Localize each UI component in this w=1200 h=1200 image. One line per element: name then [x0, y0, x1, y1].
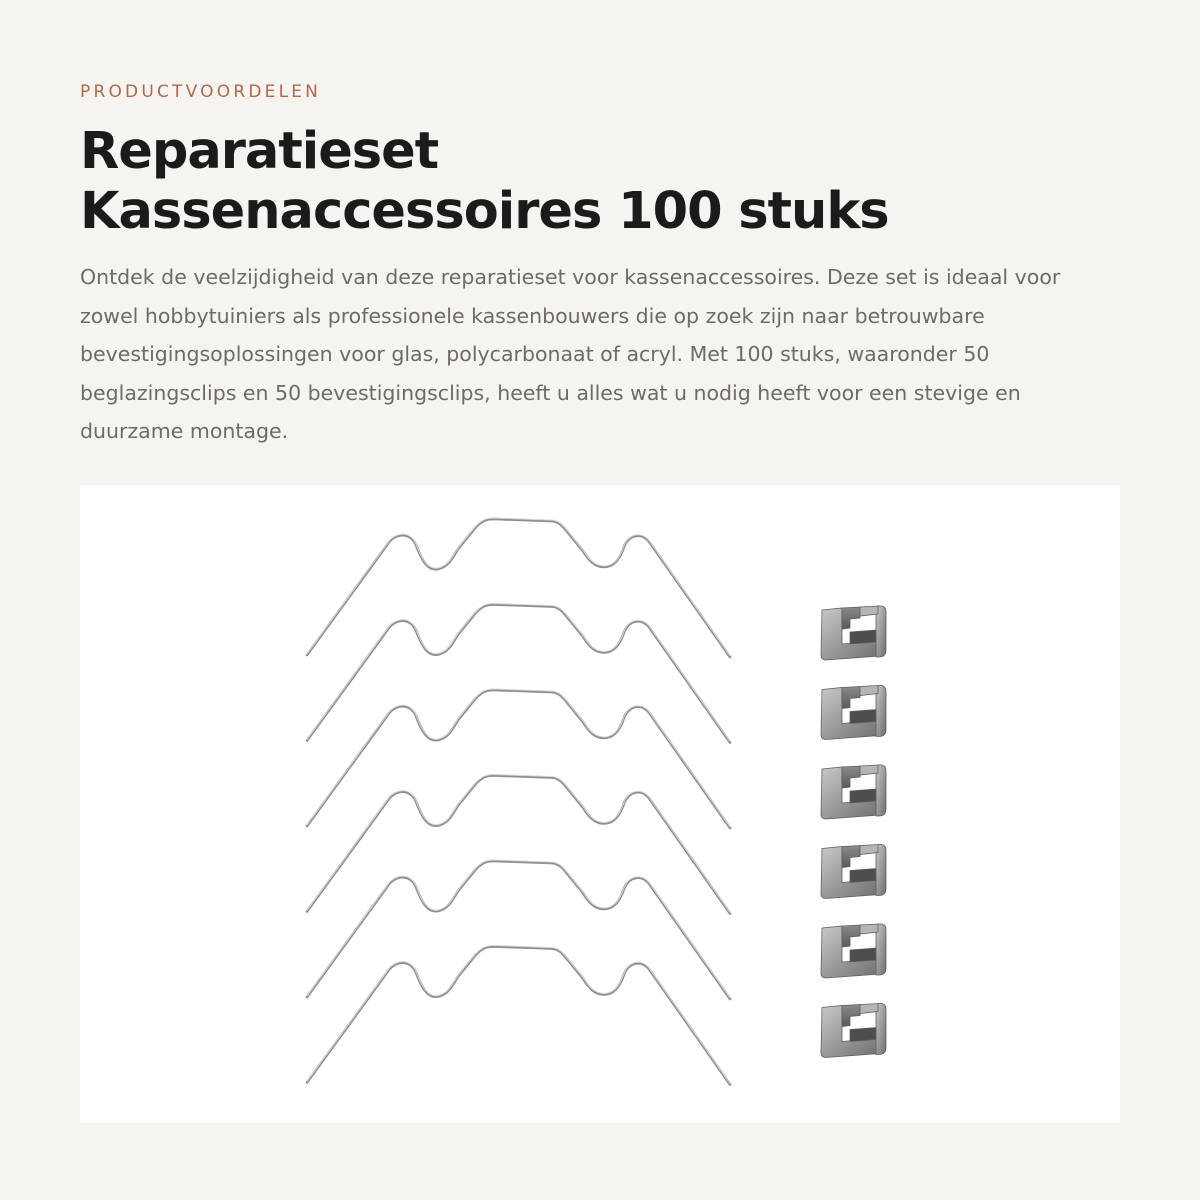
bracket-clip-part	[860, 1004, 878, 1014]
bracket-clip	[821, 606, 886, 660]
bracket-clip-part	[850, 1028, 876, 1042]
wire-glazing-clip-highlight	[307, 604, 730, 742]
bracket-clip	[821, 844, 886, 898]
wire-glazing-clip	[307, 519, 730, 657]
wire-glazing-clip	[307, 776, 730, 914]
page-title-line-1: Reparatieset	[80, 122, 439, 181]
bracket-clip	[821, 924, 886, 978]
bracket-clip-part	[860, 686, 878, 696]
bracket-clip-part	[860, 924, 878, 934]
bracket-clip-part	[842, 766, 860, 788]
wire-glazing-clip	[307, 690, 730, 828]
page-title-line-2: Kassenaccessoires 100 stuks	[80, 182, 889, 241]
wire-glazing-clip-highlight	[307, 689, 730, 827]
bracket-clip-part	[850, 869, 876, 883]
wire-glazing-clip-highlight	[307, 860, 730, 998]
wire-glazing-clip-highlight	[307, 775, 730, 913]
bracket-clip-part	[860, 845, 878, 855]
section-label: PRODUCTVOORDELEN	[80, 82, 322, 102]
bracket-clip-part	[850, 630, 876, 644]
wire-clips-group	[307, 518, 730, 1085]
product-description: Ontdek de veelzijdigheid van deze reparatieset voor kassenaccessoires. Deze set is ideaal voor zowel hobbytuiniers als professionele kassenbouwers die op zoek zijn naar betrouwbare bevestigingsoplossingen voor glas, polycarbonaat of acryl. Met 100 stuks, waaronder 50 beglazingsclips en 50 bevestigingsclips, heeft u alles wat u nodig heeft voor een stevige en duurzame montage.	[80, 265, 1061, 444]
bracket-clips-group	[821, 606, 886, 1058]
bracket-clip-part	[850, 948, 876, 962]
bracket-clip	[821, 765, 886, 819]
wire-glazing-clip-highlight	[307, 518, 730, 656]
bracket-clip-part	[850, 789, 876, 803]
bracket-clip-part	[842, 925, 860, 947]
page-title	[80, 122, 1130, 242]
bracket-clip-part	[850, 710, 876, 724]
product-illustration	[80, 485, 1120, 1123]
bracket-clip-part	[842, 1005, 860, 1027]
bracket-clip-part	[842, 607, 860, 629]
wire-glazing-clip-highlight	[307, 946, 730, 1084]
bracket-clip-part	[842, 846, 860, 868]
wire-glazing-clip	[307, 861, 730, 999]
bracket-clip	[821, 685, 886, 739]
wire-glazing-clip	[307, 947, 730, 1085]
bracket-clip-part	[842, 687, 860, 709]
bracket-clip	[821, 1003, 886, 1057]
product-image	[80, 485, 1120, 1123]
bracket-clip-part	[860, 606, 878, 616]
wire-glazing-clip	[307, 605, 730, 743]
bracket-clip-part	[860, 765, 878, 775]
